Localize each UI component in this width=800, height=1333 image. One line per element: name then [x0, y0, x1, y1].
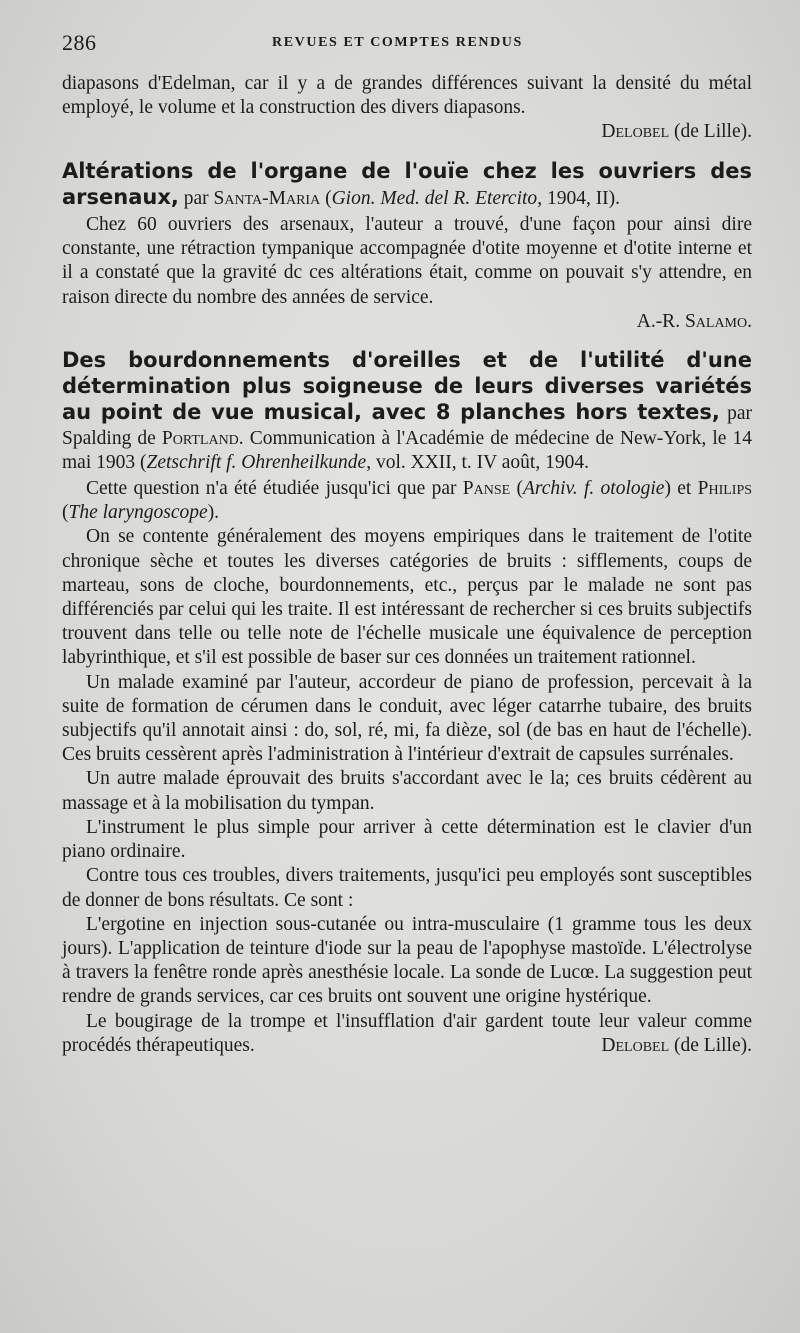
cited-journal: Archiv. f. otologie: [523, 478, 665, 500]
article-heading-arsenaux: [62, 159, 752, 211]
article-paragraph: On se contente généralement des moyens empiriques dans le traitement de l'otite chronique sèche et toutes les diverses catégories de bruits : sifflements, coups de marteau, sons de cloche, bourdonnements, etc., perçus par le malade ne sont pas différenciés par celui qui les traite. Il est intéressant de rechercher si ces bruits subjectifs trouvent dans telle ou telle note de l'échelle musicale une équivalence de perception labyrinthique, et s'il est possible de baser sur ces données un traitement rationnel.: [62, 526, 752, 669]
text-run: Cette question n'a été étudiée jusqu'ici que par: [86, 478, 457, 500]
article-paragraph: [62, 477, 752, 525]
source-tail: , vol. XXII, t. IV août, 1904.: [366, 451, 589, 473]
text-run: ) et: [664, 478, 692, 500]
article-author: Santa-Maria: [213, 187, 321, 209]
continuation-paragraph: [62, 72, 752, 120]
page-body: [62, 72, 752, 1058]
text-run: Le bougirage de la trompe et l'insufflation d'air gardent toute leur valeur comme procédés thérapeutiques.: [62, 1010, 752, 1056]
signature-name: Delobel: [601, 1034, 670, 1056]
article-communication: Communication à l'Académie de médecine de New-York, le 14 mai 1903 (: [62, 427, 753, 473]
page-header: [62, 30, 752, 60]
article-by: par: [183, 187, 209, 209]
signature-name: A.-R. Salamo.: [636, 310, 752, 332]
source-open: (: [325, 187, 332, 209]
signature-delobel-1: [62, 120, 752, 144]
article-heading-bourdonnements: [62, 348, 752, 475]
article-paragraph: L'instrument le plus simple pour arriver à cette détermination est le clavier d'un piano ordinaire.: [62, 816, 752, 863]
article-title: Altérations de l'organe de l'ouïe chez les ouvriers des arsenaux,: [62, 158, 752, 209]
continuation-text: diapasons d'Edelman, car il y a de grandes différences suivant la densité du métal employé, le volume et la construction des divers diapasons.: [62, 73, 752, 119]
source-journal: Gion. Med. del R. Etercito: [331, 187, 538, 209]
cited-author: Panse: [462, 478, 511, 500]
text-run: ).: [207, 502, 220, 524]
signature-place: (de Lille).: [674, 1034, 752, 1056]
article-paragraph: Chez 60 ouvriers des arsenaux, l'auteur a trouvé, d'une façon pour ainsi dire constante, une rétraction tympanique accompagnée d'otite moyenne et d'otite interne et il a constaté que la gravité dc ces altérations était, comme on pouvait s'y attendre, en raison directe du nombre des années de service.: [62, 214, 752, 308]
article-by: par Spalding de: [62, 403, 752, 449]
text-run: (: [62, 502, 69, 524]
article-title: Des bourdonnements d'oreilles et de l'utilité d'une détermination plus soigneuse de leurs diverses variétés au point de vue musical, avec 8 planches hors textes,: [62, 348, 752, 425]
source-tail: , 1904, II).: [537, 187, 621, 209]
article-author: Portland.: [161, 427, 244, 449]
text-run: (: [516, 478, 523, 500]
cited-author: Philips: [697, 478, 753, 500]
signature-name: Delobel: [601, 121, 670, 143]
article-paragraph: Un malade examiné par l'auteur, accordeur de piano de profession, percevait à la suite de formation de cérumen dans le conduit, avec léger catarrhe tubaire, des bruits subjectifs qu'il annotait ainsi : do, sol, ré, mi, fa dièze, sol (de bas en haut de l'échelle). Ces bruits cessèrent après l'administration à l'intérieur d'extrait de capsules surrénales.: [62, 671, 752, 766]
article-paragraph: L'ergotine en injection sous-cutanée ou intra-musculaire (1 gramme tous les deux jours). L'application de teinture d'iode sur la peau de l'apophyse mastoïde. L'électrolyse à travers la fenêtre ronde après anesthésie locale. La sonde de Lucœ. La suggestion peut rendre de grands services, car ces bruits ont souvent une origine hystérique.: [62, 913, 752, 1008]
page-number: 286: [62, 30, 97, 55]
article-paragraph: [62, 1010, 752, 1058]
signature-salamo: [62, 310, 752, 334]
running-head: REVUES ET COMPTES RENDUS: [272, 35, 523, 50]
article-paragraph: Un autre malade éprouvait des bruits s'accordant avec le la; ces bruits cédèrent au massage et à la mobilisation du tympan.: [62, 768, 752, 814]
signature-place: (de Lille).: [674, 121, 752, 143]
cited-journal: The laryngoscope: [68, 502, 208, 524]
article-paragraph: Contre tous ces troubles, divers traitements, jusqu'ici peu employés sont susceptibles de donner de bons résultats. Ce sont :: [62, 865, 752, 911]
source-journal: Zetschrift f. Ohrenheilkunde: [146, 451, 367, 473]
